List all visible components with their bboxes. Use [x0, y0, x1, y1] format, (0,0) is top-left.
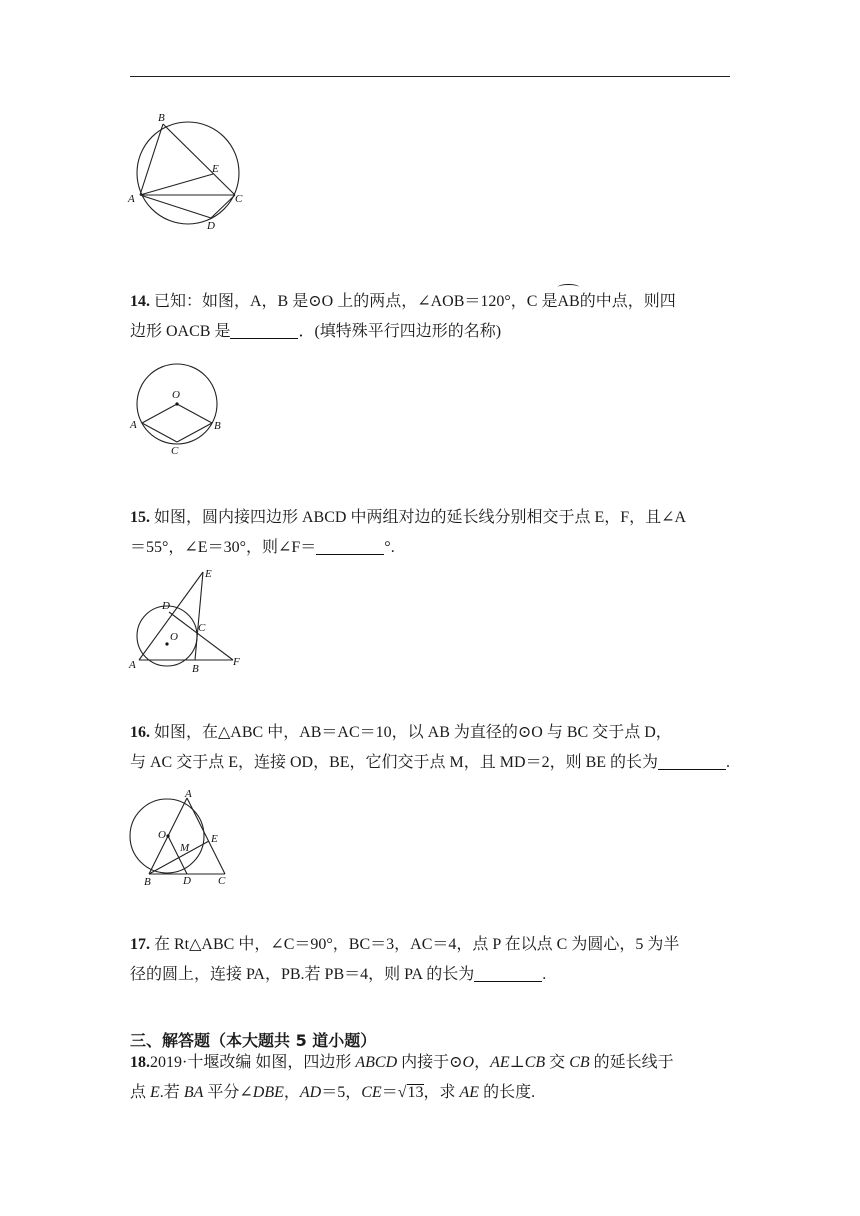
label-O: O	[170, 631, 178, 643]
figure-q14	[125, 358, 235, 463]
question-text: 如图，在△ABC 中，AB＝AC＝10，以 AB 为直径的⊙O 与 BC 交于点 D，	[150, 724, 672, 741]
question-text: .	[726, 754, 731, 771]
question-16	[130, 718, 732, 778]
question-text: ⊥	[509, 1054, 525, 1071]
question-text: 已知：如图，A，B 是⊙O 上的两点，∠AOB＝120°，C 是	[150, 293, 558, 310]
answer-blank[interactable]	[316, 538, 384, 555]
label-A: A	[128, 193, 135, 205]
question-text: ＝	[381, 1084, 398, 1101]
section-heading: 三、解答题（本大题共 5 道小题）	[130, 1031, 377, 1050]
question-text: 平分∠	[203, 1084, 253, 1101]
question-text: ．(填特殊平行四边形的名称)	[298, 323, 502, 340]
question-17	[130, 930, 732, 990]
question-text: 的延长线于	[589, 1054, 674, 1071]
arc-ab: AB	[557, 287, 579, 317]
math-var: ABCD	[355, 1054, 398, 1071]
label-A: A	[130, 419, 137, 431]
question-text: ，求	[423, 1084, 460, 1101]
math-var: BA	[183, 1084, 204, 1101]
label-C: C	[198, 622, 206, 634]
label-C: C	[218, 875, 226, 887]
question-number: 16.	[130, 724, 150, 741]
question-text: .	[542, 966, 547, 983]
question-text: 边形 OACB 是	[130, 323, 231, 340]
question-text: ，	[474, 1054, 491, 1071]
question-text: 内接于⊙	[397, 1054, 463, 1071]
question-text: 2019·十堰改编 如图，四边形	[150, 1054, 356, 1071]
label-D: D	[207, 220, 215, 232]
sqrt-value: 13	[407, 1084, 424, 1101]
math-var: CB	[569, 1054, 590, 1071]
label-B: B	[192, 663, 199, 675]
math-var: E	[150, 1084, 160, 1101]
question-text: °.	[384, 539, 395, 556]
label-D: D	[183, 875, 191, 887]
label-M: M	[180, 842, 190, 854]
question-number: 14.	[130, 293, 150, 310]
question-text: 在 Rt△ABC 中，∠C＝90°，BC＝3，AC＝4，点 P 在以点 C 为圆心，5 为半	[150, 936, 680, 953]
math-var: AE	[490, 1054, 510, 1071]
label-C: C	[171, 445, 179, 457]
math-var: CE	[361, 1084, 382, 1101]
math-var: AD	[299, 1084, 322, 1101]
math-var: DBE	[252, 1084, 284, 1101]
question-text: ＝5，	[321, 1084, 362, 1101]
math-var: CB	[524, 1054, 546, 1071]
question-text: .若	[159, 1084, 184, 1101]
question-text: 与 AC 交于点 E，连接 OD，BE，它们交于点 M，且 MD＝2，则 BE 的长为	[130, 754, 659, 771]
label-A: A	[129, 659, 136, 671]
sqrt-sign: √	[397, 1084, 407, 1101]
question-text: 径的圆上，连接 PA，PB.若 PB＝4，则 PA 的长为	[130, 966, 475, 983]
figure-q16	[125, 784, 245, 889]
question-14	[130, 287, 732, 347]
question-text: ＝55°，∠E＝30°，则∠F＝	[130, 539, 317, 556]
question-number: 18.	[130, 1054, 150, 1071]
question-text: 交	[545, 1054, 570, 1071]
label-B: B	[214, 420, 221, 432]
math-var: AE	[459, 1084, 480, 1101]
label-F: F	[233, 656, 240, 668]
label-E: E	[212, 163, 219, 175]
question-15	[130, 503, 732, 563]
figure-q13	[125, 108, 255, 238]
label-C: C	[235, 193, 243, 205]
question-text: 的长度.	[479, 1084, 536, 1101]
label-D: D	[162, 600, 170, 612]
answer-blank[interactable]	[658, 753, 726, 770]
question-number: 17.	[130, 936, 150, 953]
question-18	[130, 1048, 732, 1108]
question-text: 如图，圆内接四边形 ABCD 中两组对边的延长线分别相交于点 E，F，且∠A	[150, 509, 687, 526]
question-text: 的中点，则四	[579, 293, 676, 310]
question-number: 15.	[130, 509, 150, 526]
question-text: 点	[130, 1084, 151, 1101]
header-rule	[130, 76, 730, 77]
answer-blank[interactable]	[230, 322, 298, 339]
math-var: O	[462, 1054, 475, 1071]
label-B: B	[158, 112, 165, 124]
label-A: A	[185, 788, 192, 800]
label-O: O	[158, 829, 166, 841]
label-B: B	[144, 876, 151, 888]
question-text: ，	[283, 1084, 300, 1101]
figure-q15	[125, 562, 255, 677]
label-E: E	[211, 833, 218, 845]
label-E: E	[205, 568, 212, 580]
label-O: O	[172, 389, 180, 401]
answer-blank[interactable]	[474, 965, 542, 982]
